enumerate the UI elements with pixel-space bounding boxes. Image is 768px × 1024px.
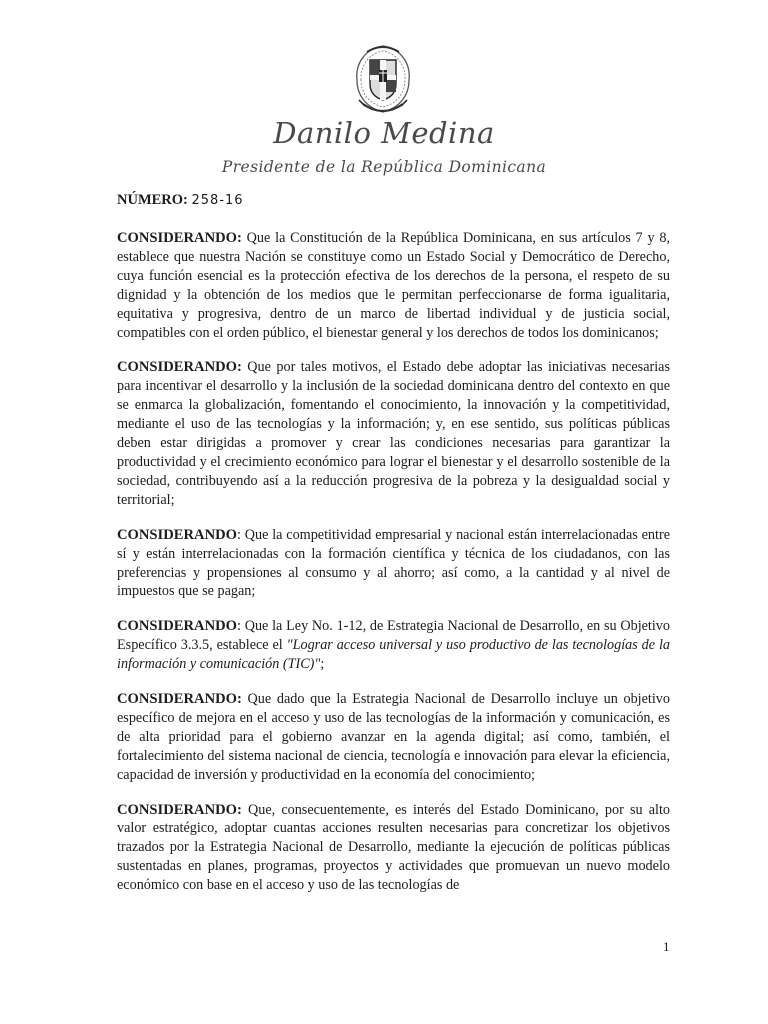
paragraph-heading: CONSIDERANDO: [117, 691, 242, 708]
paragraph-text: : Que la Ley No. 1-12, de Estrategia Nacional de Desarrollo, en su Objetivo Específico 3.3.5, establece el [117, 618, 670, 654]
paragraph-text: : Que la competitividad empresarial y nacional están interrelacionadas entre sí y están interrelacionadas con la formación científica y técnica de los ciudadanos, con las preferencias y propensiones al consumo y al ahorro; así como, a la cantidad y al nivel de impuestos que se pagan; [117, 526, 670, 600]
paragraph-heading: CONSIDERANDO: [117, 230, 242, 246]
decree-number-label: NÚMERO: [117, 192, 188, 208]
considerando-paragraph [117, 526, 670, 602]
paragraph-heading: CONSIDERANDO: [117, 359, 242, 376]
paragraph-text: Que por tales motivos, el Estado debe adoptar las iniciativas necesarias para incentivar el desarrollo y la inclusión de la sociedad dominicana dentro del contexto en que se enmarca la globalización, fomentando el conocimiento, la innovación y la competitividad, mediante el uso de las tecnologías y la información; y, en ese sentido, sus políticas públicas deben estar dirigidas a promover y crear las condiciones necesarias para garantizar la productividad y el crecimiento económico para lograr el bienestar y el desarrollo sostenible de la sociedad, contribuyendo así a la reducción progresiva de la pobreza y la desigualdad social y territorial; [117, 359, 670, 508]
president-title: Presidente de la República Dominicana [221, 158, 547, 176]
coat-of-arms-seal [349, 40, 417, 120]
considerando-paragraph [117, 229, 670, 342]
paragraph-end: ; [320, 656, 325, 673]
paragraph-text: Que dado que la Estrategia Nacional de Desarrollo incluye un objetivo específico de mejora en el acceso y uso de las tecnologías de la información y comunicación, es de alta prioridad para el gobierno avanzar en la agenda digital; así como, también, el fortalecimiento del sistema nacional de ciencia, tecnología e innovación para elevar la eficiencia, capacidad de inversión y productividad en la economía del conocimiento; [117, 691, 670, 783]
paragraph-quote: "Lograr acceso universal y uso productivo de las tecnologías de la información y comunicación (TIC)" [117, 637, 670, 673]
paragraph-text: Que la Constitución de la República Dominicana, en sus artículos 7 y 8, establece que nuestra Nación se constituye como un Estado Social y Democrático de Derecho, cuya función esencial es la protección efectiva de los derechos de la persona, el respeto de su dignidad y la obtención de los medios que le permitan perfeccionarse de forma igualitaria, equitativa y progresiva, dentro de un marco de libertad individual y de justicia social, compatibles con el orden público, el bienestar general y los derechos de todos los dominicanos; [117, 230, 670, 341]
considerando-paragraph [117, 801, 670, 896]
considerando-paragraph [117, 690, 670, 785]
page-number: 1 [663, 939, 670, 954]
decree-number-line [117, 192, 244, 209]
document-body [117, 229, 670, 911]
decree-number: 258-16 [191, 193, 244, 208]
considerando-paragraph [117, 358, 670, 509]
president-name: Danilo Medina [273, 116, 495, 150]
considerando-paragraph [117, 617, 670, 674]
paragraph-heading: CONSIDERANDO [117, 618, 238, 635]
paragraph-heading: CONSIDERANDO: [117, 801, 242, 818]
paragraph-text: Que, consecuentemente, es interés del Estado Dominicano, por su alto valor estratégico, adoptar cuantas acciones resulten necesarias para concretizar los objetivos trazados por la Estrategia Nacional de Desarrollo, mediante la ejecución de políticas públicas sustentadas en planes, programas, proyectos y actividades que promuevan un nuevo modelo económico con base en el acceso y uso de las tecnologías de [117, 801, 670, 894]
paragraph-heading: CONSIDERANDO [117, 526, 238, 543]
